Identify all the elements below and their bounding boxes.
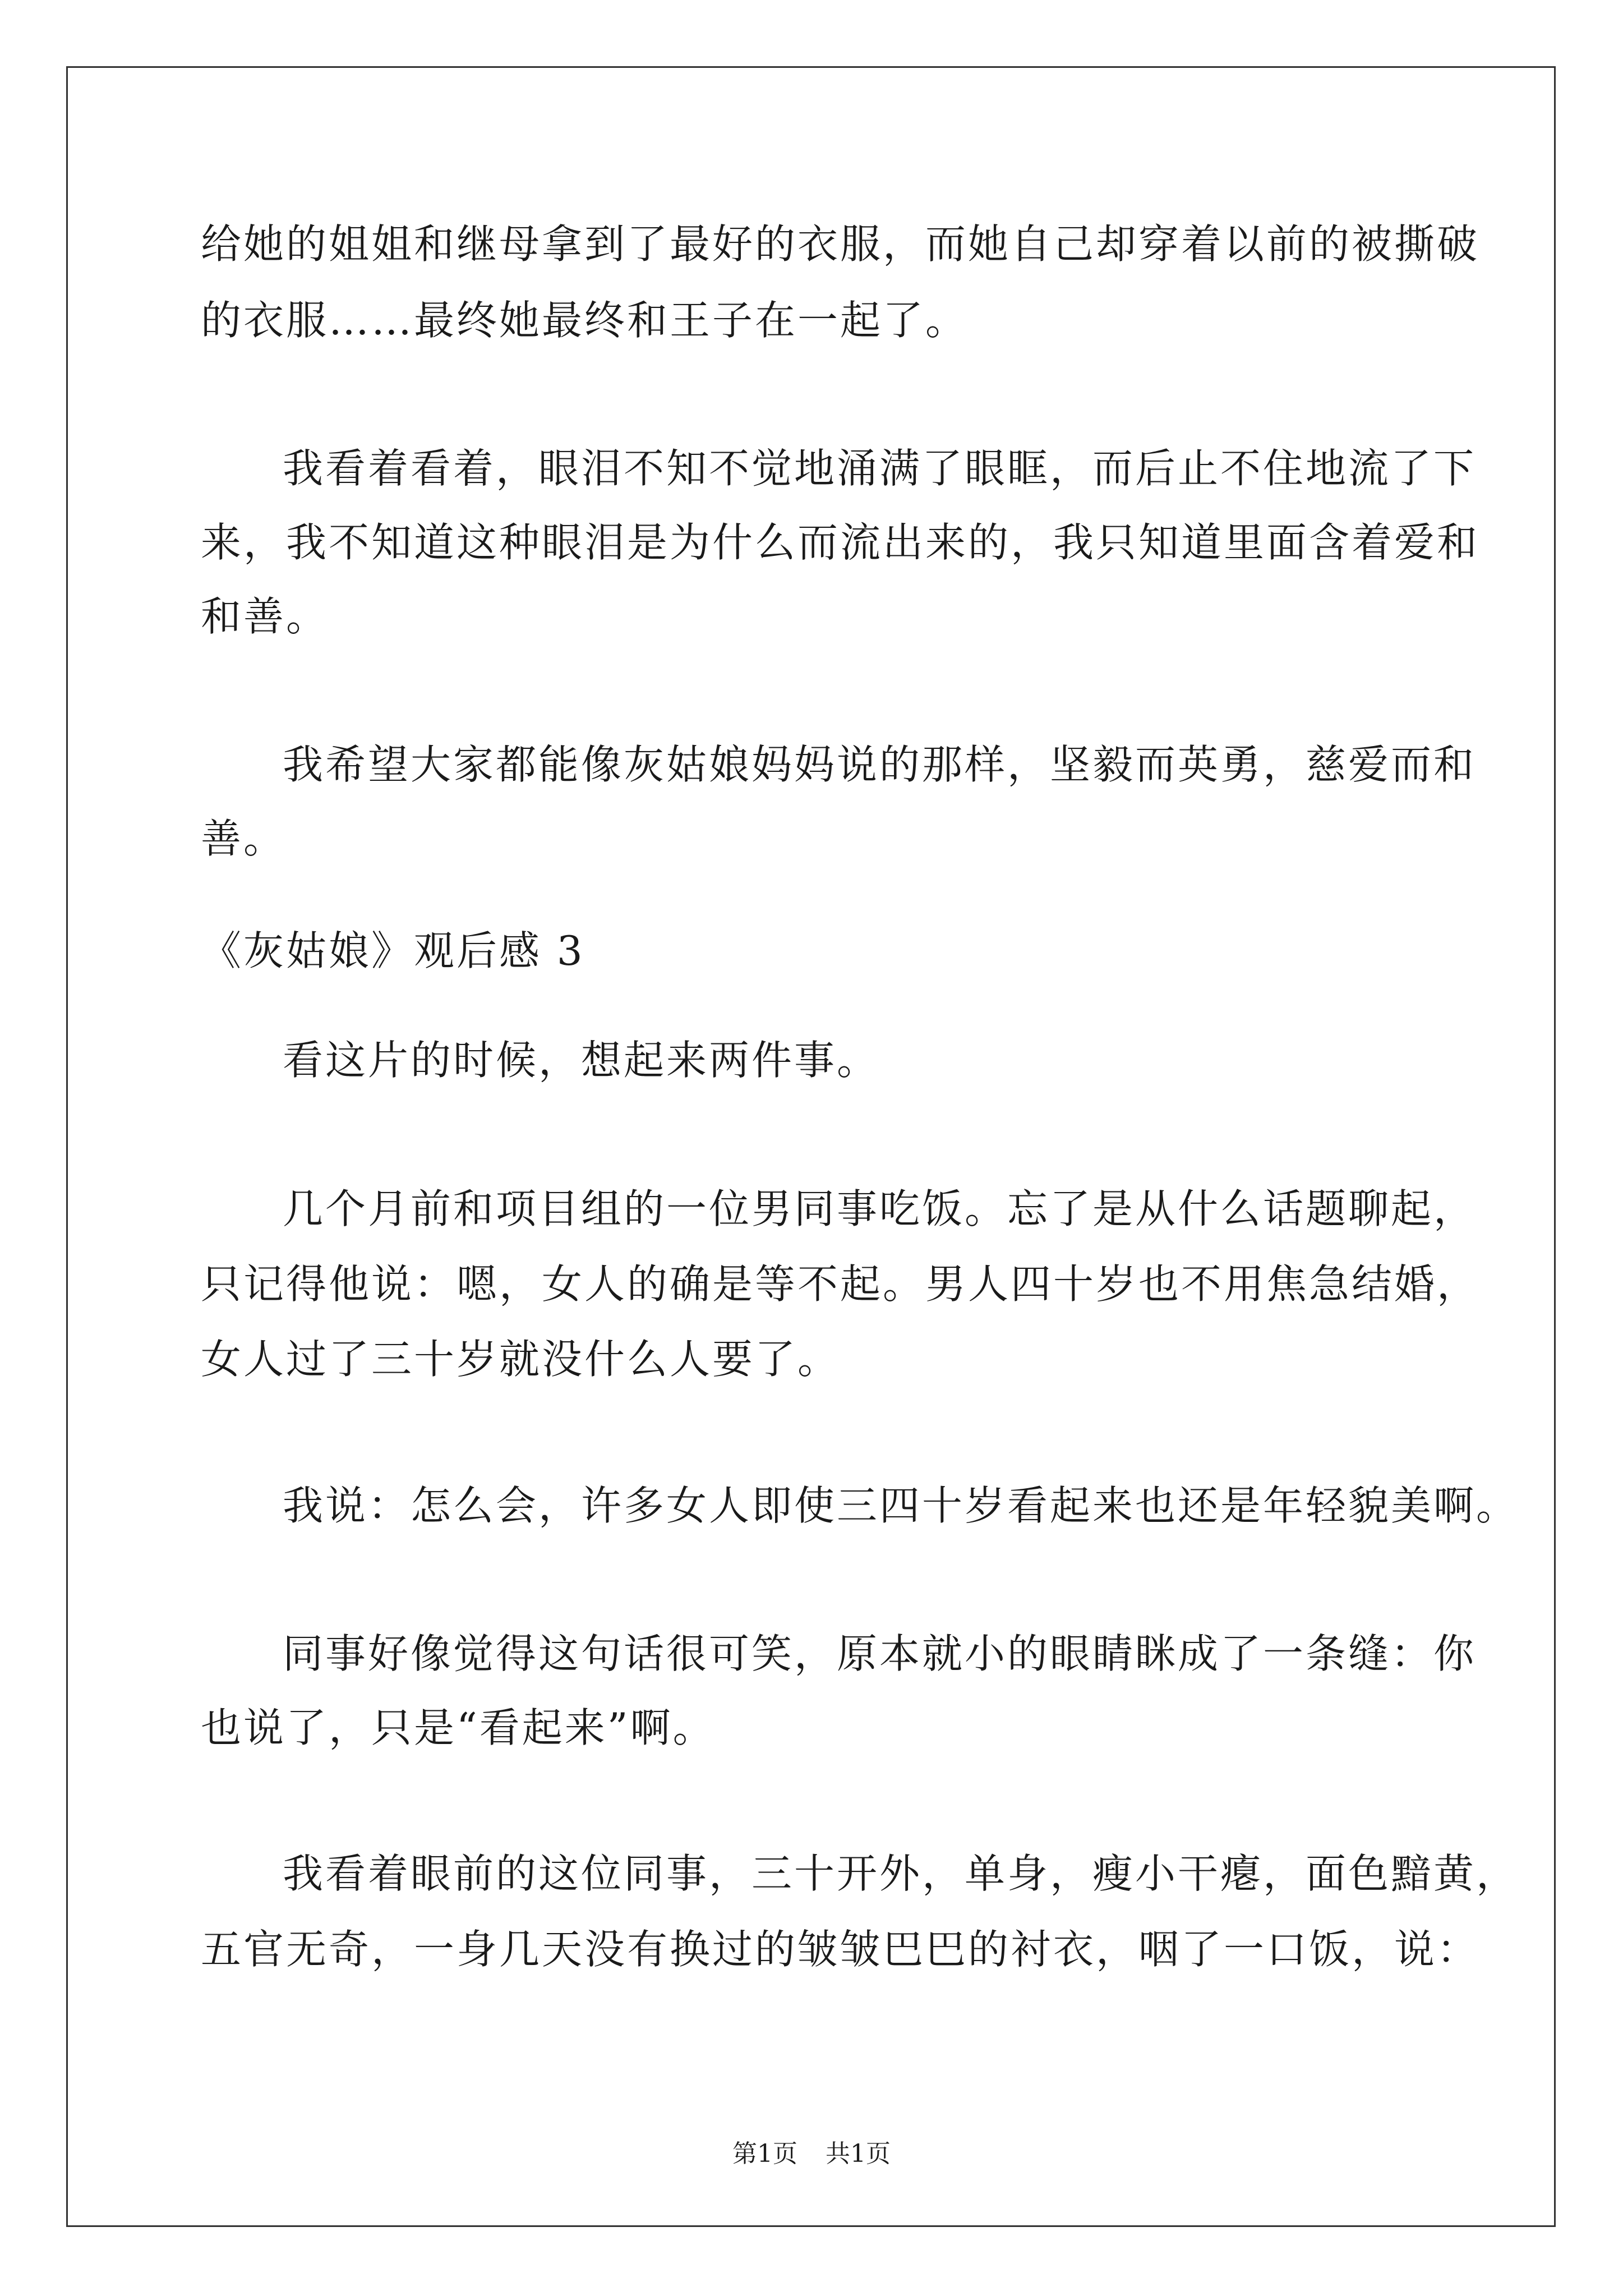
page-footer <box>0 2138 1623 2170</box>
page-number: 第1页 <box>732 2139 797 2168</box>
text-line: 给她的姐姐和继母拿到了最好的衣服，而她自己却穿着以前的被撕破 <box>201 220 1480 268</box>
text-line: 我看着眼前的这位同事，三十开外，单身，瘦小干瘪，面色黯黄， <box>283 1850 1519 1897</box>
page-border <box>66 66 1556 2227</box>
text-line: 和善。 <box>201 593 329 640</box>
text-line: 看这片的时候，想起来两件事。 <box>283 1037 880 1084</box>
text-line: 女人过了三十岁就没什么人要了。 <box>201 1336 841 1383</box>
text-line: 我看着看着，眼泪不知不觉地涌满了眼眶，而后止不住地流了下 <box>283 445 1477 492</box>
text-line: 五官无奇，一身几天没有换过的皱皱巴巴的衬衣，咽了一口饭，说： <box>201 1926 1480 1973</box>
text-line: 我说：怎么会，许多女人即使三四十岁看起来也还是年轻貌美啊。 <box>283 1482 1519 1529</box>
text-line: 只记得他说：嗯，女人的确是等不起。男人四十岁也不用焦急结婚， <box>201 1260 1480 1308</box>
text-line: 善。 <box>201 815 287 862</box>
text-line: 的衣服……最终她最终和王子在一起了。 <box>201 297 969 344</box>
text-line: 同事好像觉得这句话很可笑，原本就小的眼睛眯成了一条缝：你 <box>283 1630 1477 1677</box>
text-line: 来，我不知道这种眼泪是为什么而流出来的，我只知道里面含着爱和 <box>201 519 1480 566</box>
section-heading: 《灰姑娘》观后感 3 <box>201 927 585 974</box>
page-total: 共1页 <box>826 2139 891 2168</box>
text-line: 几个月前和项目组的一位男同事吃饭。忘了是从什么话题聊起， <box>283 1185 1477 1232</box>
text-line: 也说了，只是“看起来”啊。 <box>201 1704 716 1751</box>
text-line: 我希望大家都能像灰姑娘妈妈说的那样，坚毅而英勇，慈爱而和 <box>283 741 1477 788</box>
